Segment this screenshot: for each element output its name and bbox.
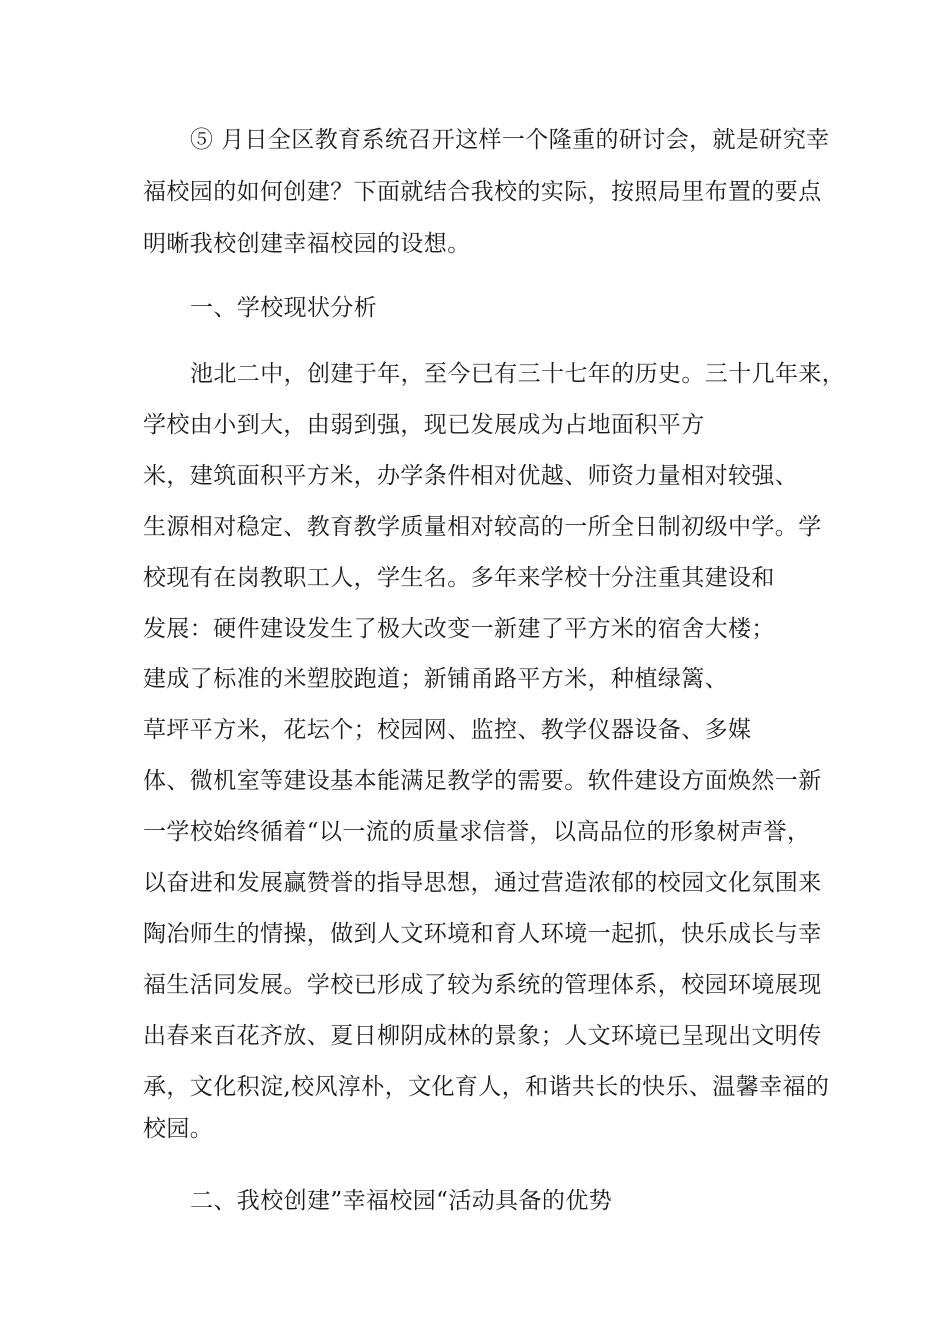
paragraph-line: 体、微机室等建设基本能满足教学的需要。软件建设方面焕然一新: [143, 768, 822, 794]
paragraph-line: 生源相对稳定、教育教学质量相对较高的一所全日制初级中学。学: [143, 514, 822, 540]
paragraph-line: 承，文化积淀,校风淳朴，文化育人，和谐共长的快乐、温馨幸福的: [143, 1074, 830, 1100]
intro-line: ⑤ 月日全区教育系统召开这样一个隆重的研讨会，就是研究幸: [190, 127, 830, 153]
paragraph-line: 出春来百花齐放、夏日柳阴成林的景象；人文环境已呈现出文明传: [143, 1023, 822, 1049]
paragraph-line: 校现有在岗教职工人，学生名。多年来学校十分注重其建设和: [143, 565, 775, 591]
paragraph-line: 校园。: [143, 1116, 214, 1142]
paragraph-line: 福生活同发展。学校已形成了较为系统的管理体系，校园环境展现: [143, 972, 822, 998]
paragraph-line: 建成了标准的米塑胶跑道；新铺甬路平方米，种植绿篱、: [143, 666, 728, 692]
paragraph-line: 陶冶师生的情操，做到人文环境和育人环境一起抓，快乐成长与幸: [143, 921, 822, 947]
paragraph-line: 池北二中，创建于年，至今已有三十七年的历史。三十几年来，: [190, 361, 846, 387]
section-heading: 二、我校创建”幸福校园“活动具备的优势: [190, 1188, 613, 1214]
section-heading: 一、学校现状分析: [190, 295, 378, 321]
paragraph-line: 以奋进和发展赢赞誉的指导思想，通过营造浓郁的校园文化氛围来: [143, 870, 822, 896]
intro-line: 福校园的如何创建？下面就结合我校的实际，按照局里布置的要点: [143, 179, 822, 205]
paragraph-line: 发展：硬件建设发生了极大改变一新建了平方米的宿舍大楼；: [143, 616, 775, 642]
paragraph-line: 米，建筑面积平方米，办学条件相对优越、师资力量相对较强、: [143, 463, 799, 489]
paragraph-line: 草坪平方米，花坛个；校园网、监控、教学仪器设备、多媒: [143, 717, 752, 743]
paragraph-line: 一学校始终循着“以一流的质量求信誉，以高品位的形象树声誉，: [143, 819, 811, 845]
intro-line: 明晰我校创建幸福校园的设想。: [143, 231, 471, 257]
paragraph-line: 学校由小到大，由弱到强，现已发展成为占地面积平方: [143, 412, 705, 438]
